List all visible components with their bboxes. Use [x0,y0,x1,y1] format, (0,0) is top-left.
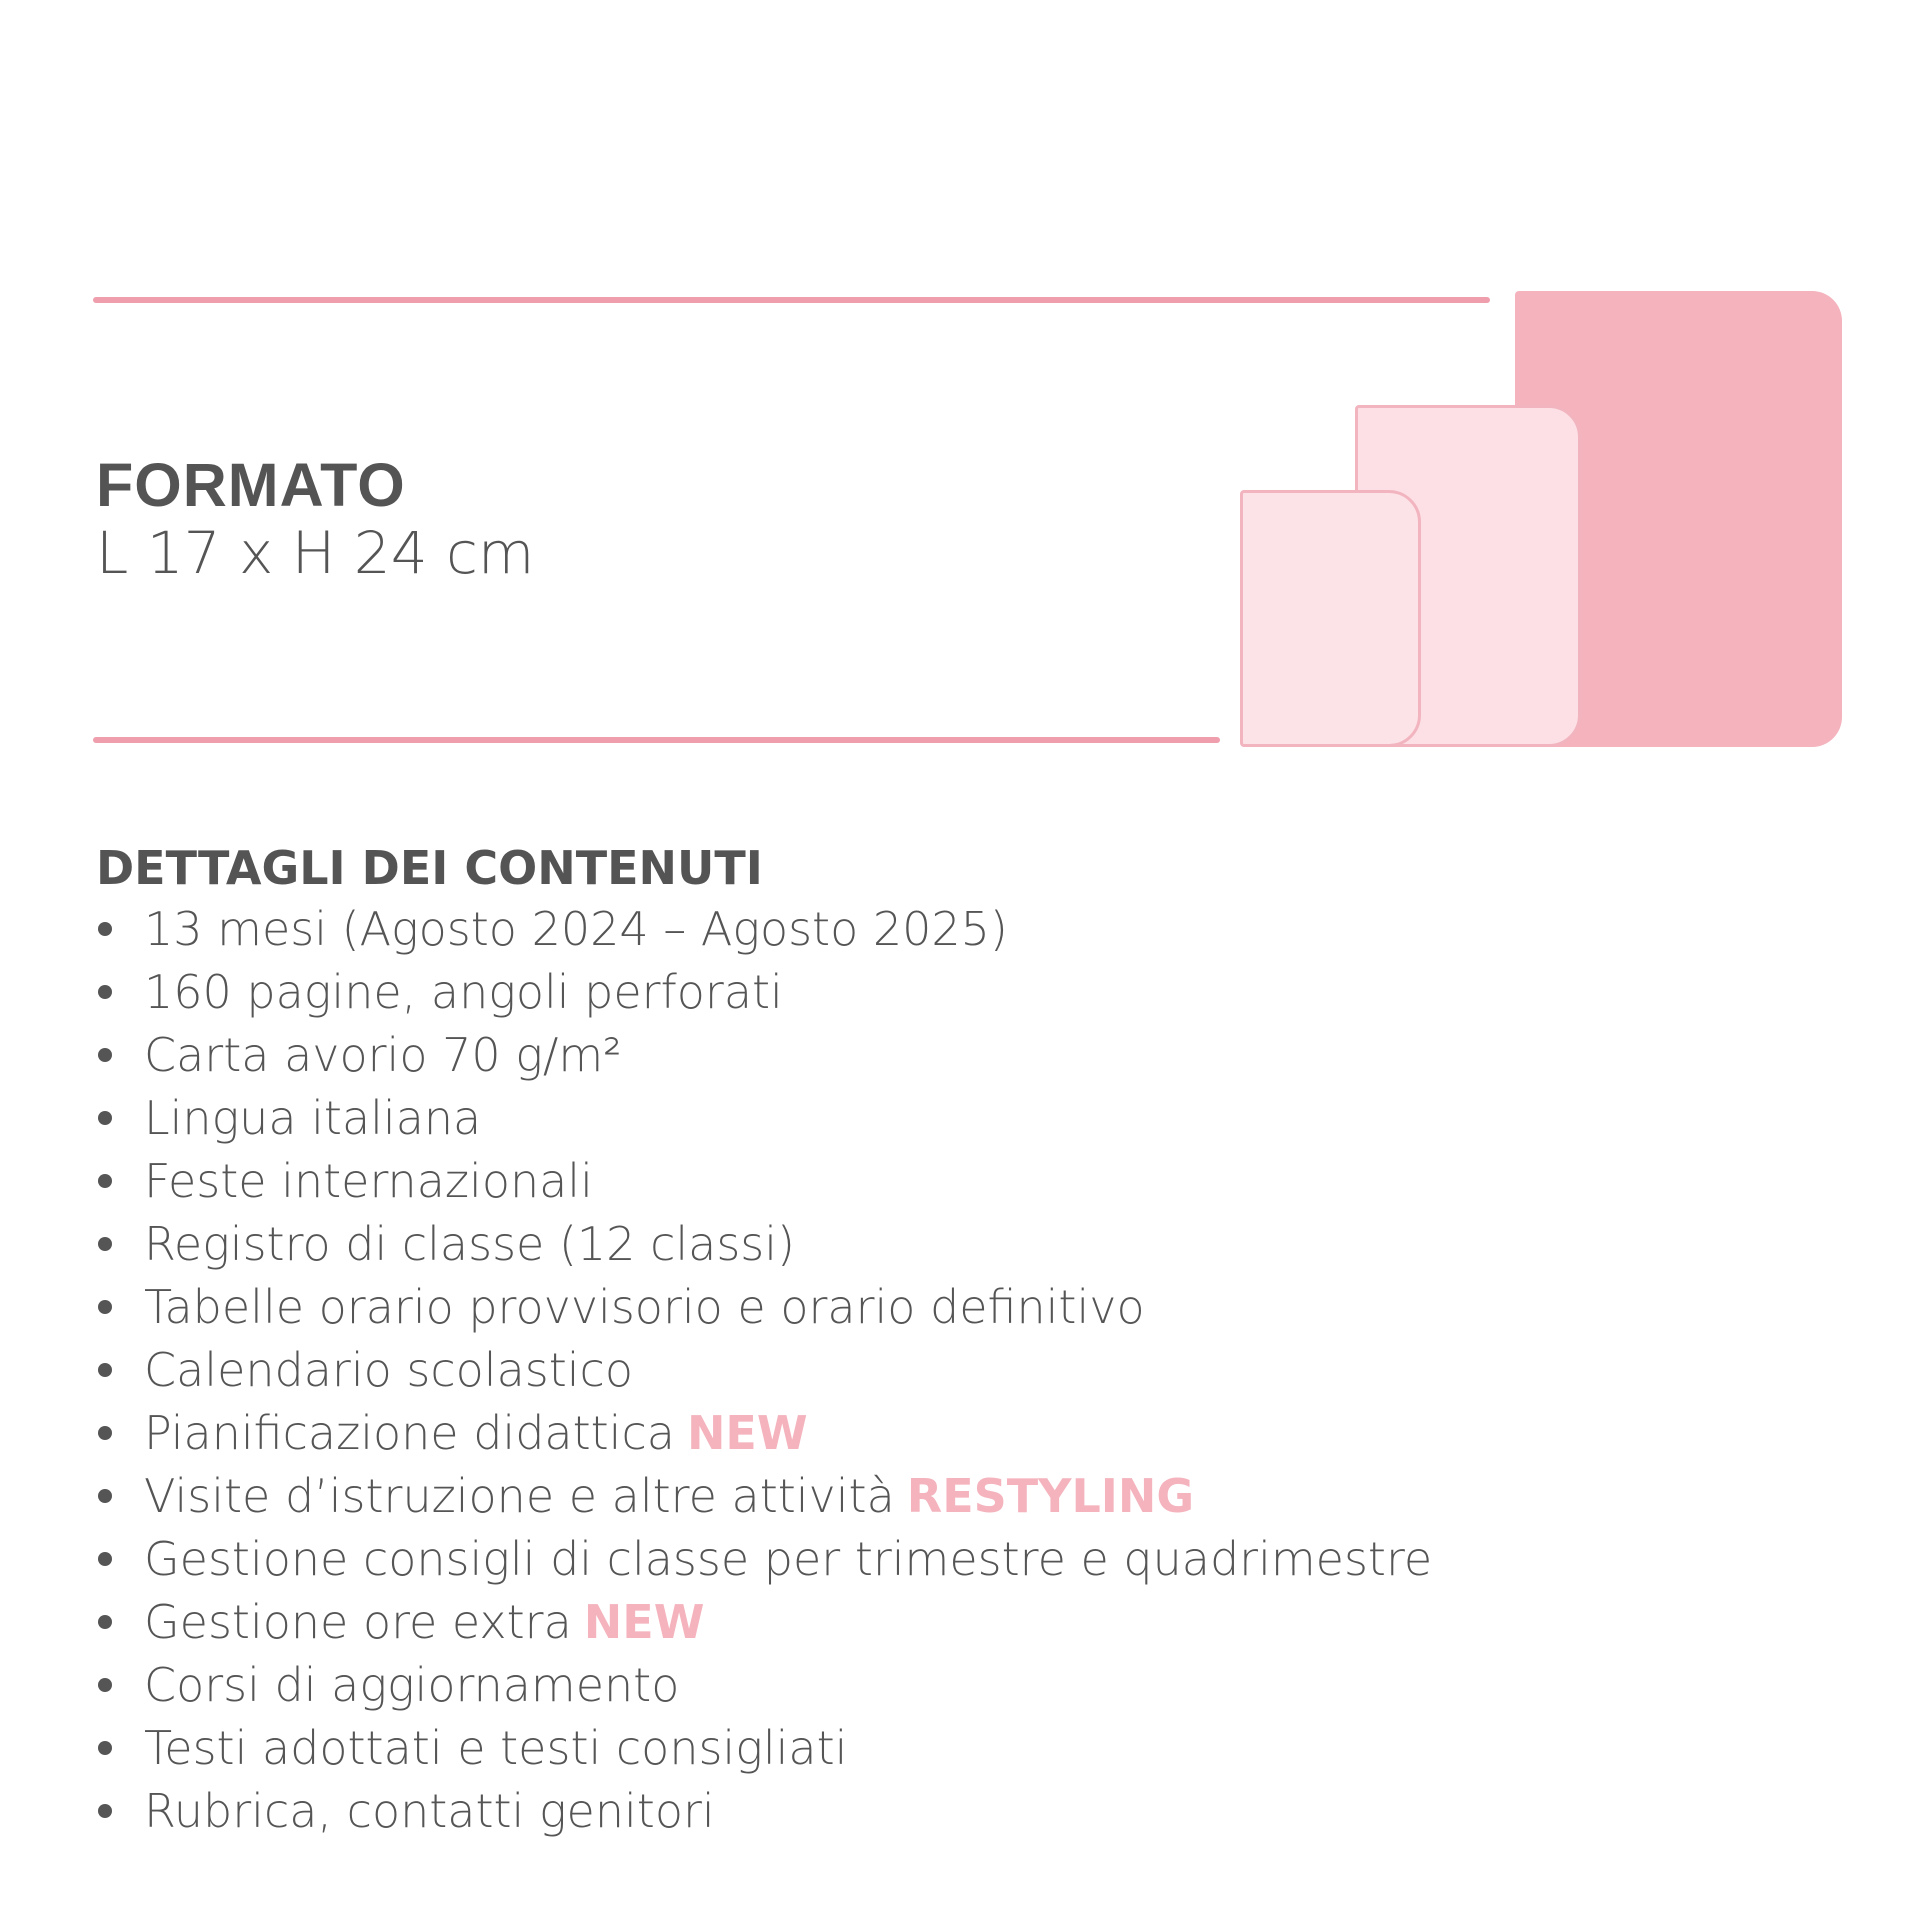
list-item [96,1654,1796,1717]
bullet-icon [98,1300,112,1314]
format-dimensions: L 17 x H 24 cm [96,519,535,587]
bullet-icon [98,1489,112,1503]
list-item [96,1780,1796,1843]
restyling-badge: RESTYLING [906,1469,1195,1523]
bullet-icon [98,1111,112,1125]
list-item [96,1087,1796,1150]
bullet-icon [98,1552,112,1566]
list-item [96,1276,1796,1339]
list-item-text: 160 pagine, angoli perforati [144,965,783,1019]
bullet-icon [98,922,112,936]
bullet-icon [98,985,112,999]
list-item [96,1717,1796,1780]
list-item-text: Rubrica, contatti genitori [144,1784,715,1838]
list-item [96,1591,1796,1654]
list-item-text: Lingua italiana [144,1091,482,1145]
list-item-text: Gestione ore extra [144,1595,572,1649]
format-shape-small [1240,490,1421,747]
list-item [96,1528,1796,1591]
bullet-icon [98,1363,112,1377]
list-item [96,1213,1796,1276]
list-item [96,1150,1796,1213]
list-item-text: Testi adottati e testi consigliati [144,1721,848,1775]
bullet-icon [98,1804,112,1818]
bullet-icon [98,1048,112,1062]
list-item [96,898,1796,961]
list-item [96,1402,1796,1465]
new-badge: NEW [583,1595,705,1649]
bullet-icon [98,1678,112,1692]
list-item-text: Calendario scolastico [144,1343,633,1397]
list-item-text: Feste internazionali [144,1154,593,1208]
list-item-text: Carta avorio 70 g/m² [144,1028,622,1082]
list-item-text: Gestione consigli di classe per trimestre e quadrimestre [144,1532,1433,1586]
list-item-text: Visite d’istruzione e altre attività [144,1469,895,1523]
bullet-icon [98,1615,112,1629]
list-item-text: 13 mesi (Agosto 2024 – Agosto 2025) [144,902,1008,956]
bullet-icon [98,1174,112,1188]
bullet-icon [98,1237,112,1251]
list-item [96,1024,1796,1087]
bullet-icon [98,1426,112,1440]
list-item [96,961,1796,1024]
format-title: FORMATO [96,451,406,519]
top-divider [93,297,1490,303]
list-item-text: Tabelle orario provvisorio e orario definitivo [144,1280,1145,1334]
format-section [96,452,534,588]
list-item [96,1465,1796,1528]
list-item-text: Corsi di aggiornamento [144,1658,680,1712]
details-title: DETTAGLI DEI CONTENUTI [96,841,763,895]
bullet-icon [98,1741,112,1755]
list-item-text: Registro di classe (12 classi) [144,1217,795,1271]
list-item [96,1339,1796,1402]
new-badge: NEW [686,1406,808,1460]
details-section [96,838,1796,1843]
list-item-text: Pianificazione didattica [144,1406,675,1460]
details-list [96,898,1796,1843]
bottom-divider [93,737,1220,743]
